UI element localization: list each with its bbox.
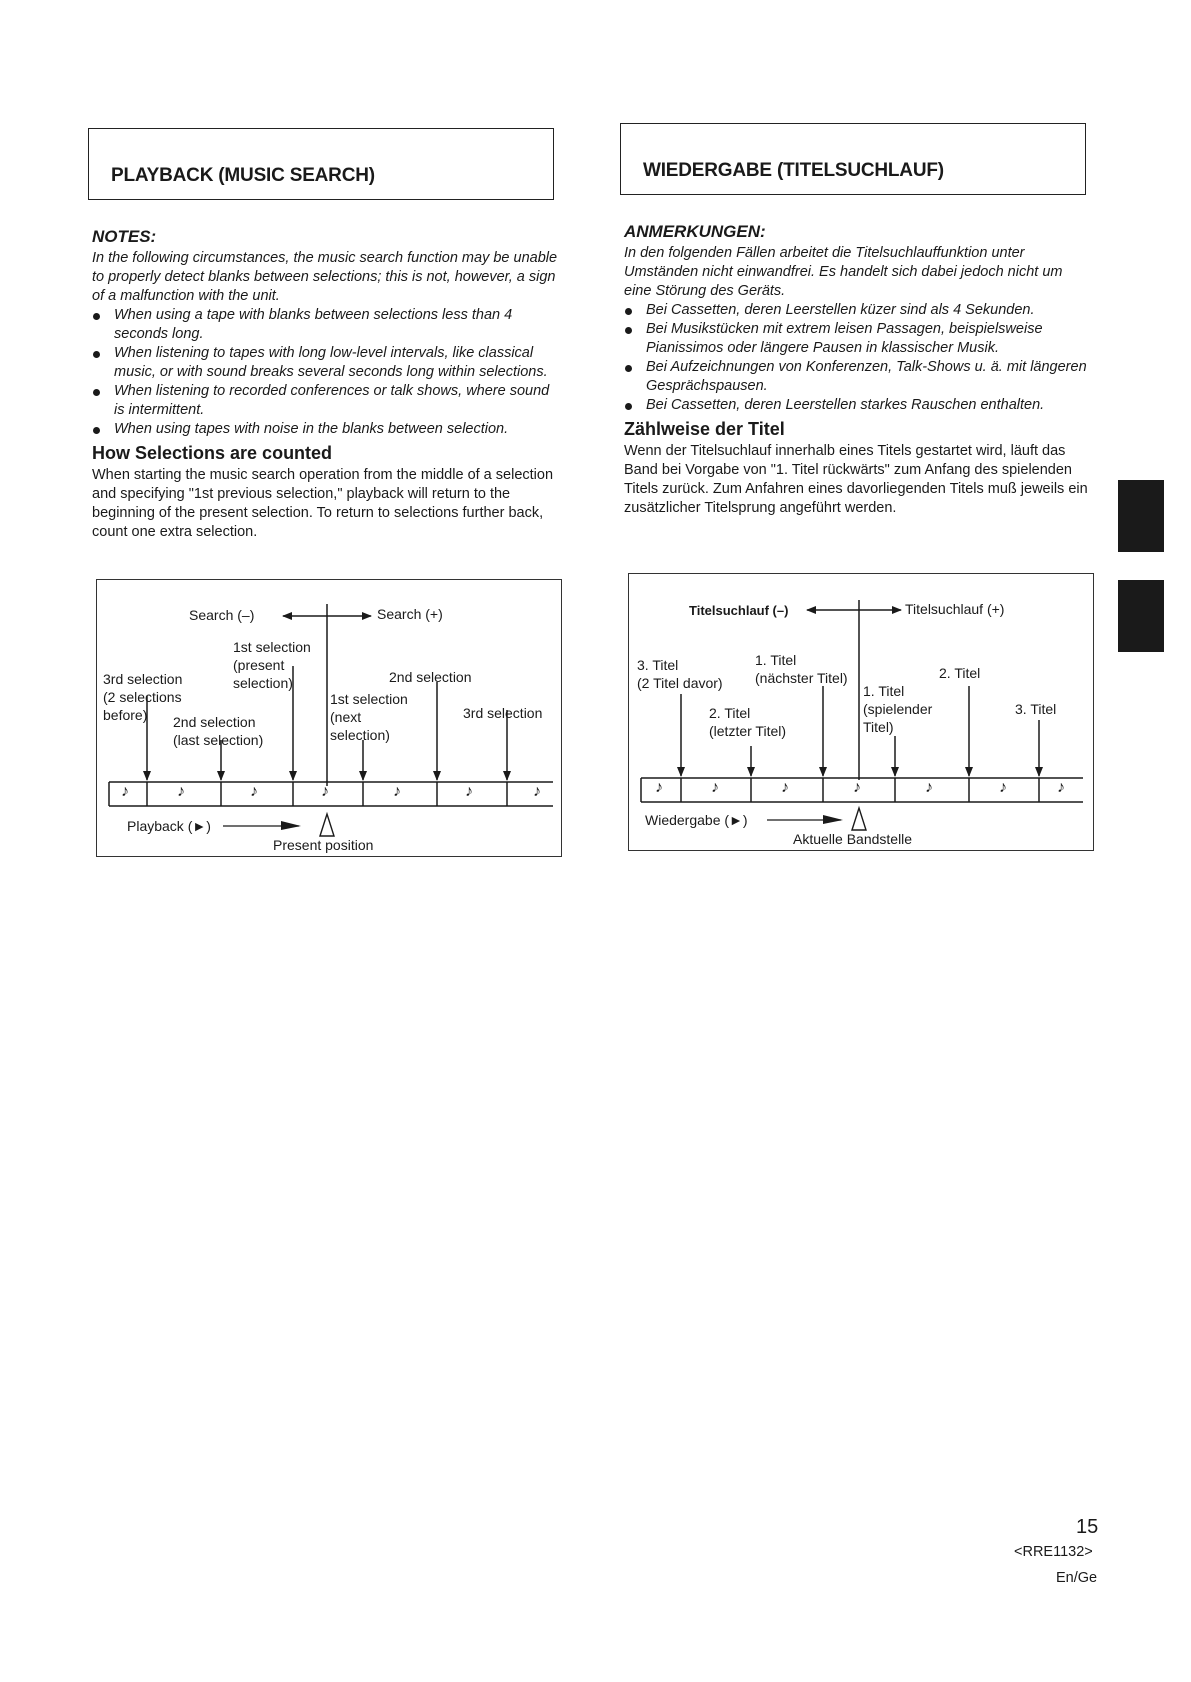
music-note-icon: ♪ — [393, 783, 401, 800]
list-item: When using a tape with blanks between selections less than 4 seconds long. — [92, 306, 560, 344]
left-diag-search-minus: Search (–) — [189, 607, 255, 623]
left-diag-third-before: 3rd selection (2 selections before) — [103, 671, 183, 723]
list-item: Bei Aufzeichnungen von Konferenzen, Talk-Shows u. ä. mit längeren Gesprächspausen. — [624, 358, 1090, 396]
right-header-title: WIEDERGABE (TITELSUCHLAUF) — [643, 160, 944, 181]
right-diag-search-minus: Titelsuchlauf (–) — [689, 603, 789, 618]
right-diag-first-playing: 1. Titel (spielender Titel) — [863, 683, 933, 735]
right-diag-playback: Wiedergabe (►) — [645, 812, 748, 828]
music-note-icon: ♪ — [1057, 779, 1065, 796]
left-section-heading: How Selections are counted — [92, 443, 333, 463]
left-notes-list — [92, 306, 560, 439]
left-diag-second-last: 2nd selection (last selection) — [173, 714, 264, 748]
left-diag-third: 3rd selection — [463, 705, 543, 721]
left-diag-present-position: Present position — [273, 837, 374, 853]
right-tape-diagram — [628, 573, 1094, 851]
language-tab-english — [1118, 480, 1164, 552]
left-notes-intro: In the following circumstances, the music search function may be unable to properly detect blanks between selections; this is not, however, a sign of a malfunction with the unit. — [92, 250, 558, 304]
list-item: When using tapes with noise in the blanks between selection. — [92, 420, 560, 439]
music-note-icon: ♪ — [250, 783, 258, 800]
left-diag-search-plus: Search (+) — [377, 606, 443, 622]
page-number: 15 — [1076, 1516, 1099, 1538]
left-diag-second: 2nd selection — [389, 669, 472, 685]
music-note-icon: ♪ — [853, 779, 861, 796]
list-item: When listening to recorded conferences or talk shows, where sound is intermittent. — [92, 382, 560, 420]
music-note-icon: ♪ — [533, 783, 541, 800]
list-item: When listening to tapes with long low-level intervals, like classical music, or with sound breaks several seconds long within selections. — [92, 344, 560, 382]
left-diag-first-next: 1st selection (next selection) — [330, 691, 408, 743]
right-diag-second-last: 2. Titel (letzter Titel) — [709, 705, 787, 739]
music-note-icon: ♪ — [655, 779, 663, 796]
left-header-title: PLAYBACK (MUSIC SEARCH) — [111, 165, 375, 186]
right-notes-list — [624, 301, 1090, 415]
music-note-icon: ♪ — [465, 783, 473, 800]
left-notes-title: NOTES: — [92, 227, 157, 246]
language-tab-german — [1118, 580, 1164, 652]
left-diag-first-present: 1st selection (present selection) — [233, 639, 311, 691]
left-section-body: When starting the music search operation from the middle of a selection and specifying "1st previous selection," playback will return to the beginning of the present selection. To return to selections further back, count one extra selection. — [92, 467, 554, 540]
right-header-box — [620, 123, 1086, 195]
left-text-column — [92, 227, 560, 542]
right-diag-third-after: 3. Titel — [1015, 701, 1057, 717]
list-item: Bei Cassetten, deren Leerstellen starkes Rauschen enthalten. — [624, 396, 1090, 415]
right-diag-third-before: 3. Titel (2 Titel davor) — [637, 657, 723, 691]
right-section-heading: Zählweise der Titel — [624, 419, 785, 439]
music-note-icon: ♪ — [999, 779, 1007, 796]
right-notes-intro: In den folgenden Fällen arbeitet die Titelsuchlauffunktion unter Umständen nicht einwandfrei. Es handelt sich dabei jedoch nicht um eine Störung des Geräts. — [624, 245, 1063, 299]
right-diag-first-next: 1. Titel (nächster Titel) — [755, 652, 848, 686]
music-note-icon: ♪ — [321, 783, 329, 800]
list-item: Bei Musikstücken mit extrem leisen Passagen, beispielsweise Pianissimos oder längere Pausen in klassischer Musik. — [624, 320, 1090, 358]
music-note-icon: ♪ — [781, 779, 789, 796]
right-section-body: Wenn der Titelsuchlauf innerhalb eines Titels gestartet wird, läuft das Band bei Vorgabe von "1. Titel rückwärts" zum Anfang des spielenden Titels zurück. Zum Anfahren eines davorliegenden Titels muß jeweils ein zusätzlicher Titelsprung angeführt werden. — [624, 443, 1088, 516]
right-diag-present-position: Aktuelle Bandstelle — [793, 831, 913, 847]
right-diag-second-after: 2. Titel — [939, 665, 981, 681]
language-code: En/Ge — [1056, 1570, 1098, 1586]
right-notes-title: ANMERKUNGEN: — [624, 222, 766, 241]
music-note-icon: ♪ — [925, 779, 933, 796]
right-text-column — [624, 222, 1090, 518]
document-code: <RRE1132> — [1014, 1544, 1093, 1560]
left-header-box — [88, 128, 554, 200]
music-note-icon: ♪ — [121, 783, 129, 800]
left-diag-playback: Playback (►) — [127, 818, 211, 834]
music-note-icon: ♪ — [177, 783, 185, 800]
music-note-icon: ♪ — [711, 779, 719, 796]
left-tape-diagram — [96, 579, 562, 857]
list-item: Bei Cassetten, deren Leerstellen küzer sind als 4 Sekunden. — [624, 301, 1090, 320]
right-diag-search-plus: Titelsuchlauf (+) — [905, 601, 1005, 617]
